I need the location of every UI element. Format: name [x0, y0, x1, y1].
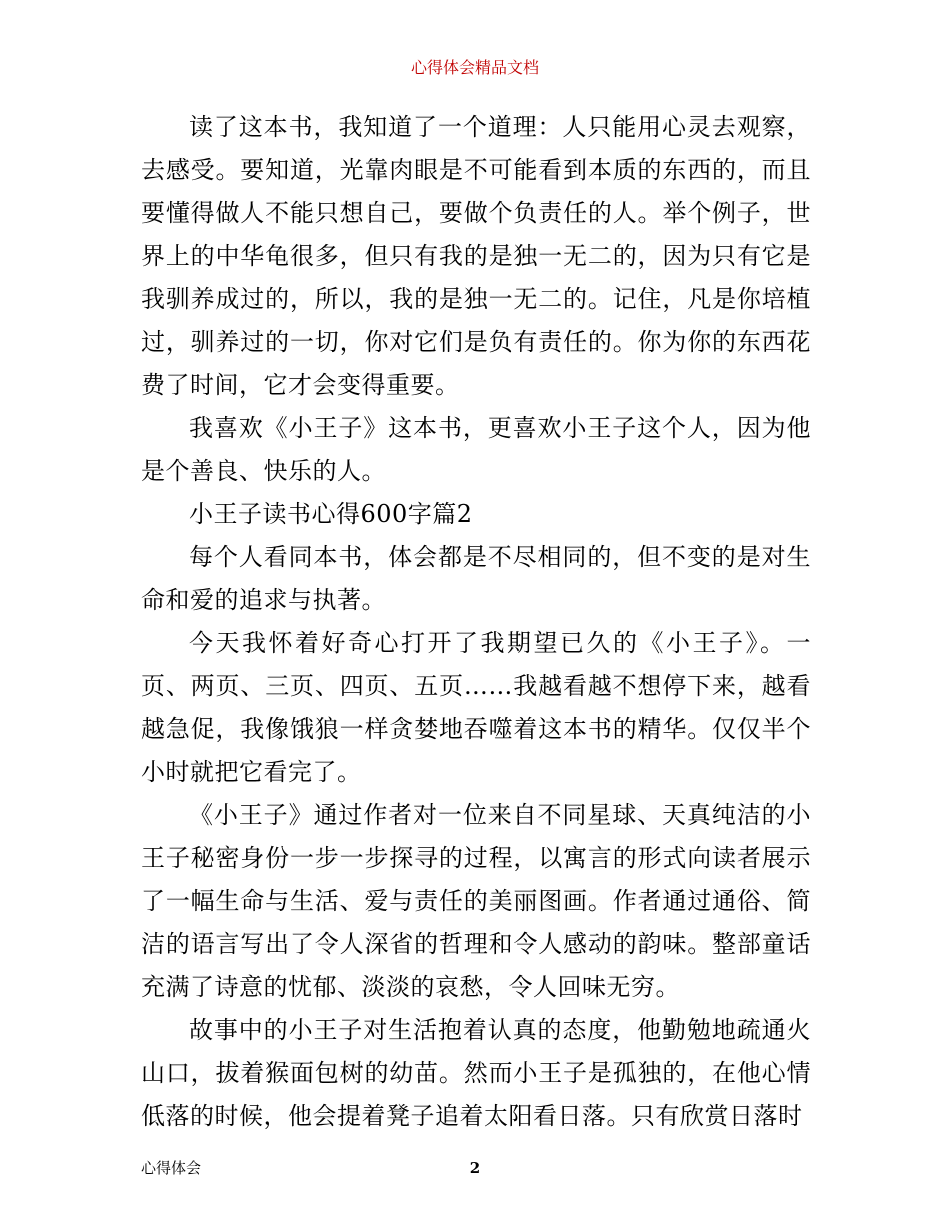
section-heading: 小王子读书心得600字篇2: [189, 500, 473, 528]
footer-label: 心得体会: [141, 1159, 202, 1177]
body-paragraph: 读了这本书，我知道了一个道理：人只能用心灵去观察，去感受。要知道，光靠肉眼是不可能看到本质的东西的，而且要懂得做人不能只想自己，要做个负责任的人。举个例子，世界上的中华龟很多，但只有我的是独一无二的，因为只有它是我驯养成过的，所以，我的是独一无二的。记住，凡是你培植过，驯养过的一切，你对它们是负有责任的。你为你的东西花费了时间，它才会变得重要。: [141, 113, 811, 399]
page-number: 2: [469, 1159, 481, 1177]
body-paragraph: 每个人看同本书，体会都是不尽相同的，但不变的是对生命和爱的追求与执著。: [141, 543, 811, 614]
body-paragraph: 今天我怀着好奇心打开了我期望已久的《小王子》。一页、两页、三页、四页、五页……我越看越不想停下来，越看越急促，我像饿狼一样贪婪地吞噬着这本书的精华。仅仅半个小时就把它看完了。: [141, 629, 811, 786]
body-paragraph: 我喜欢《小王子》这本书，更喜欢小王子这个人，因为他是个善良、快乐的人。: [141, 414, 811, 485]
document-body: [141, 106, 811, 1138]
body-paragraph: 《小王子》通过作者对一位来自不同星球、天真纯洁的小王子秘密身份一步一步探寻的过程，以寓言的形式向读者展示了一幅生命与生活、爱与责任的美丽图画。作者通过通俗、简洁的语言写出了令人深省的哲理和令人感动的韵味。整部童话充满了诗意的忧郁、淡淡的哀愁，令人回味无穷。: [141, 801, 811, 1001]
document-header-title: 心得体会精品文档: [410, 58, 539, 77]
body-paragraph: 故事中的小王子对生活抱着认真的态度，他勤勉地疏通火山口，拔着猴面包树的幼苗。然而小王子是孤独的，在他心情低落的时候，他会提着凳子追着太阳看日落。只有欣赏日落时: [141, 1016, 811, 1130]
